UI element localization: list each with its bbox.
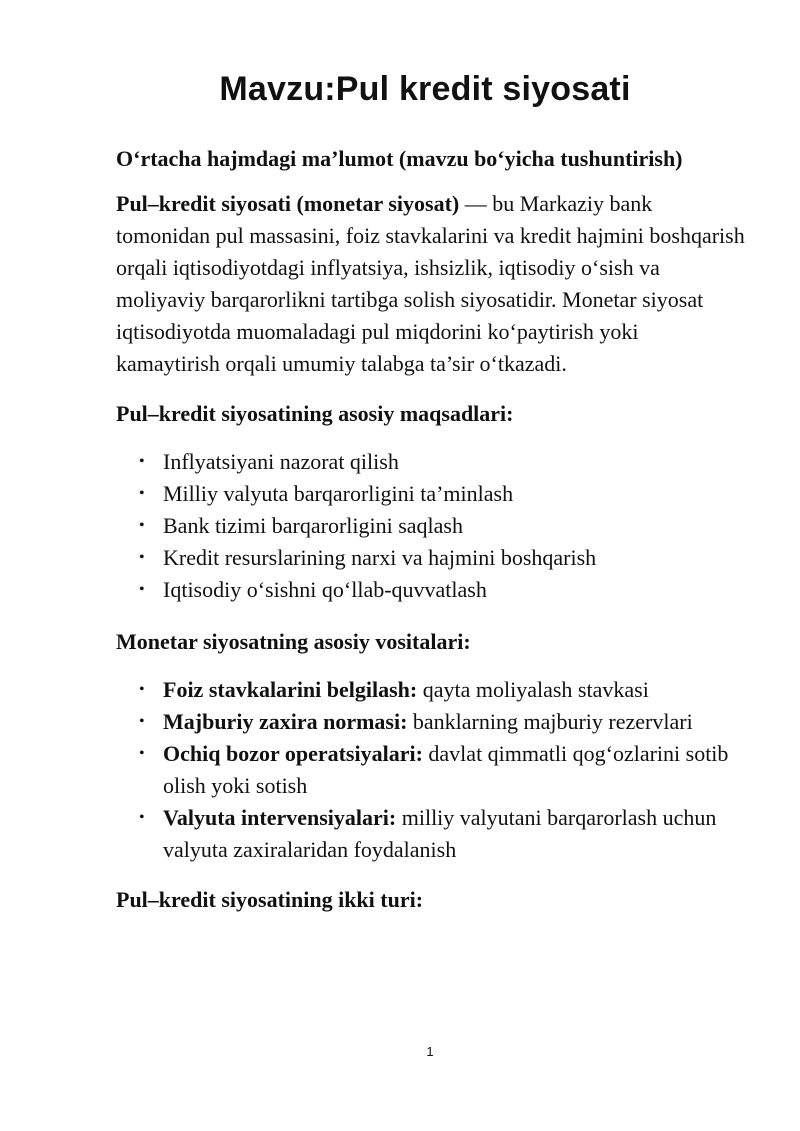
page-number: 1: [426, 1044, 434, 1059]
list-item-text: Iqtisodiy o‘sishni qo‘llab-quvvatlash: [163, 577, 487, 602]
document-title: Mavzu:Pul kredit siyosati: [219, 70, 631, 108]
bullet-icon: •: [139, 713, 145, 730]
tool-description: davlat qimmatli qog‘ozlarini sotib olish yoki sotish: [163, 741, 729, 798]
goals-list: [116, 446, 746, 606]
tools-list: [116, 674, 746, 866]
list-item: [116, 542, 746, 574]
definition-text: — bu Markaziy bank tomonidan pul massasini, foiz stavkalarini va kredit hajmini boshqarish orqali iqtisodiyotdagi inflyatsiya, ishsizlik, iqtisodiy o‘sish va moliyaviy barqarorlikni tartibga solish siyosatidir. Monetar siyosat iqtisodiyotda muomaladagi pul miqdorini ko‘paytirish yoki kamaytirish orqali umumiy talabga ta’sir o‘tkazadi.: [116, 191, 745, 376]
bullet-icon: •: [139, 453, 145, 470]
tool-term: Valyuta intervensiyalari:: [163, 805, 397, 830]
bullet-icon: •: [139, 517, 145, 534]
bullet-icon: •: [139, 581, 145, 598]
tool-term: Foiz stavkalarini belgilash:: [163, 677, 418, 702]
definition-paragraph: [116, 188, 746, 380]
tools-heading: Monetar siyosatning asosiy vositalari:: [116, 629, 471, 654]
list-item: [116, 802, 746, 866]
bullet-icon: •: [139, 809, 145, 826]
list-item-text: Bank tizimi barqarorligini saqlash: [163, 513, 463, 538]
tool-description: qayta moliyalash stavkasi: [417, 677, 649, 702]
tool-description: banklarning majburiy rezervlari: [407, 709, 693, 734]
types-heading: Pul–kredit siyosatining ikki turi:: [116, 887, 424, 912]
tool-description: milliy valyutani barqarorlash uchun valyuta zaxiralaridan foydalanish: [163, 805, 717, 862]
list-item: [116, 674, 746, 706]
tool-term: Ochiq bozor operatsiyalari:: [163, 741, 423, 766]
list-item-text: Kredit resurslarining narxi va hajmini boshqarish: [163, 545, 597, 570]
bullet-icon: •: [139, 745, 145, 762]
list-item-text: Milliy valyuta barqarorligini ta’minlash: [163, 481, 514, 506]
document-body: [116, 143, 746, 932]
goals-heading: Pul–kredit siyosatining asosiy maqsadlari:: [116, 401, 514, 426]
bullet-icon: •: [139, 681, 145, 698]
tool-term: Majburiy zaxira normasi:: [163, 709, 408, 734]
list-item: [116, 738, 746, 802]
list-item: [116, 510, 746, 542]
list-item: [116, 478, 746, 510]
bullet-icon: •: [139, 549, 145, 566]
definition-term: Pul–kredit siyosati (monetar siyosat): [116, 191, 460, 216]
list-item: [116, 574, 746, 606]
list-item: [116, 706, 746, 738]
list-item-text: Inflyatsiyani nazorat qilish: [163, 449, 399, 474]
bullet-icon: •: [139, 485, 145, 502]
list-item: [116, 446, 746, 478]
section-subtitle: O‘rtacha hajmdagi ma’lumot (mavzu bo‘yicha tushuntirish): [116, 146, 683, 171]
